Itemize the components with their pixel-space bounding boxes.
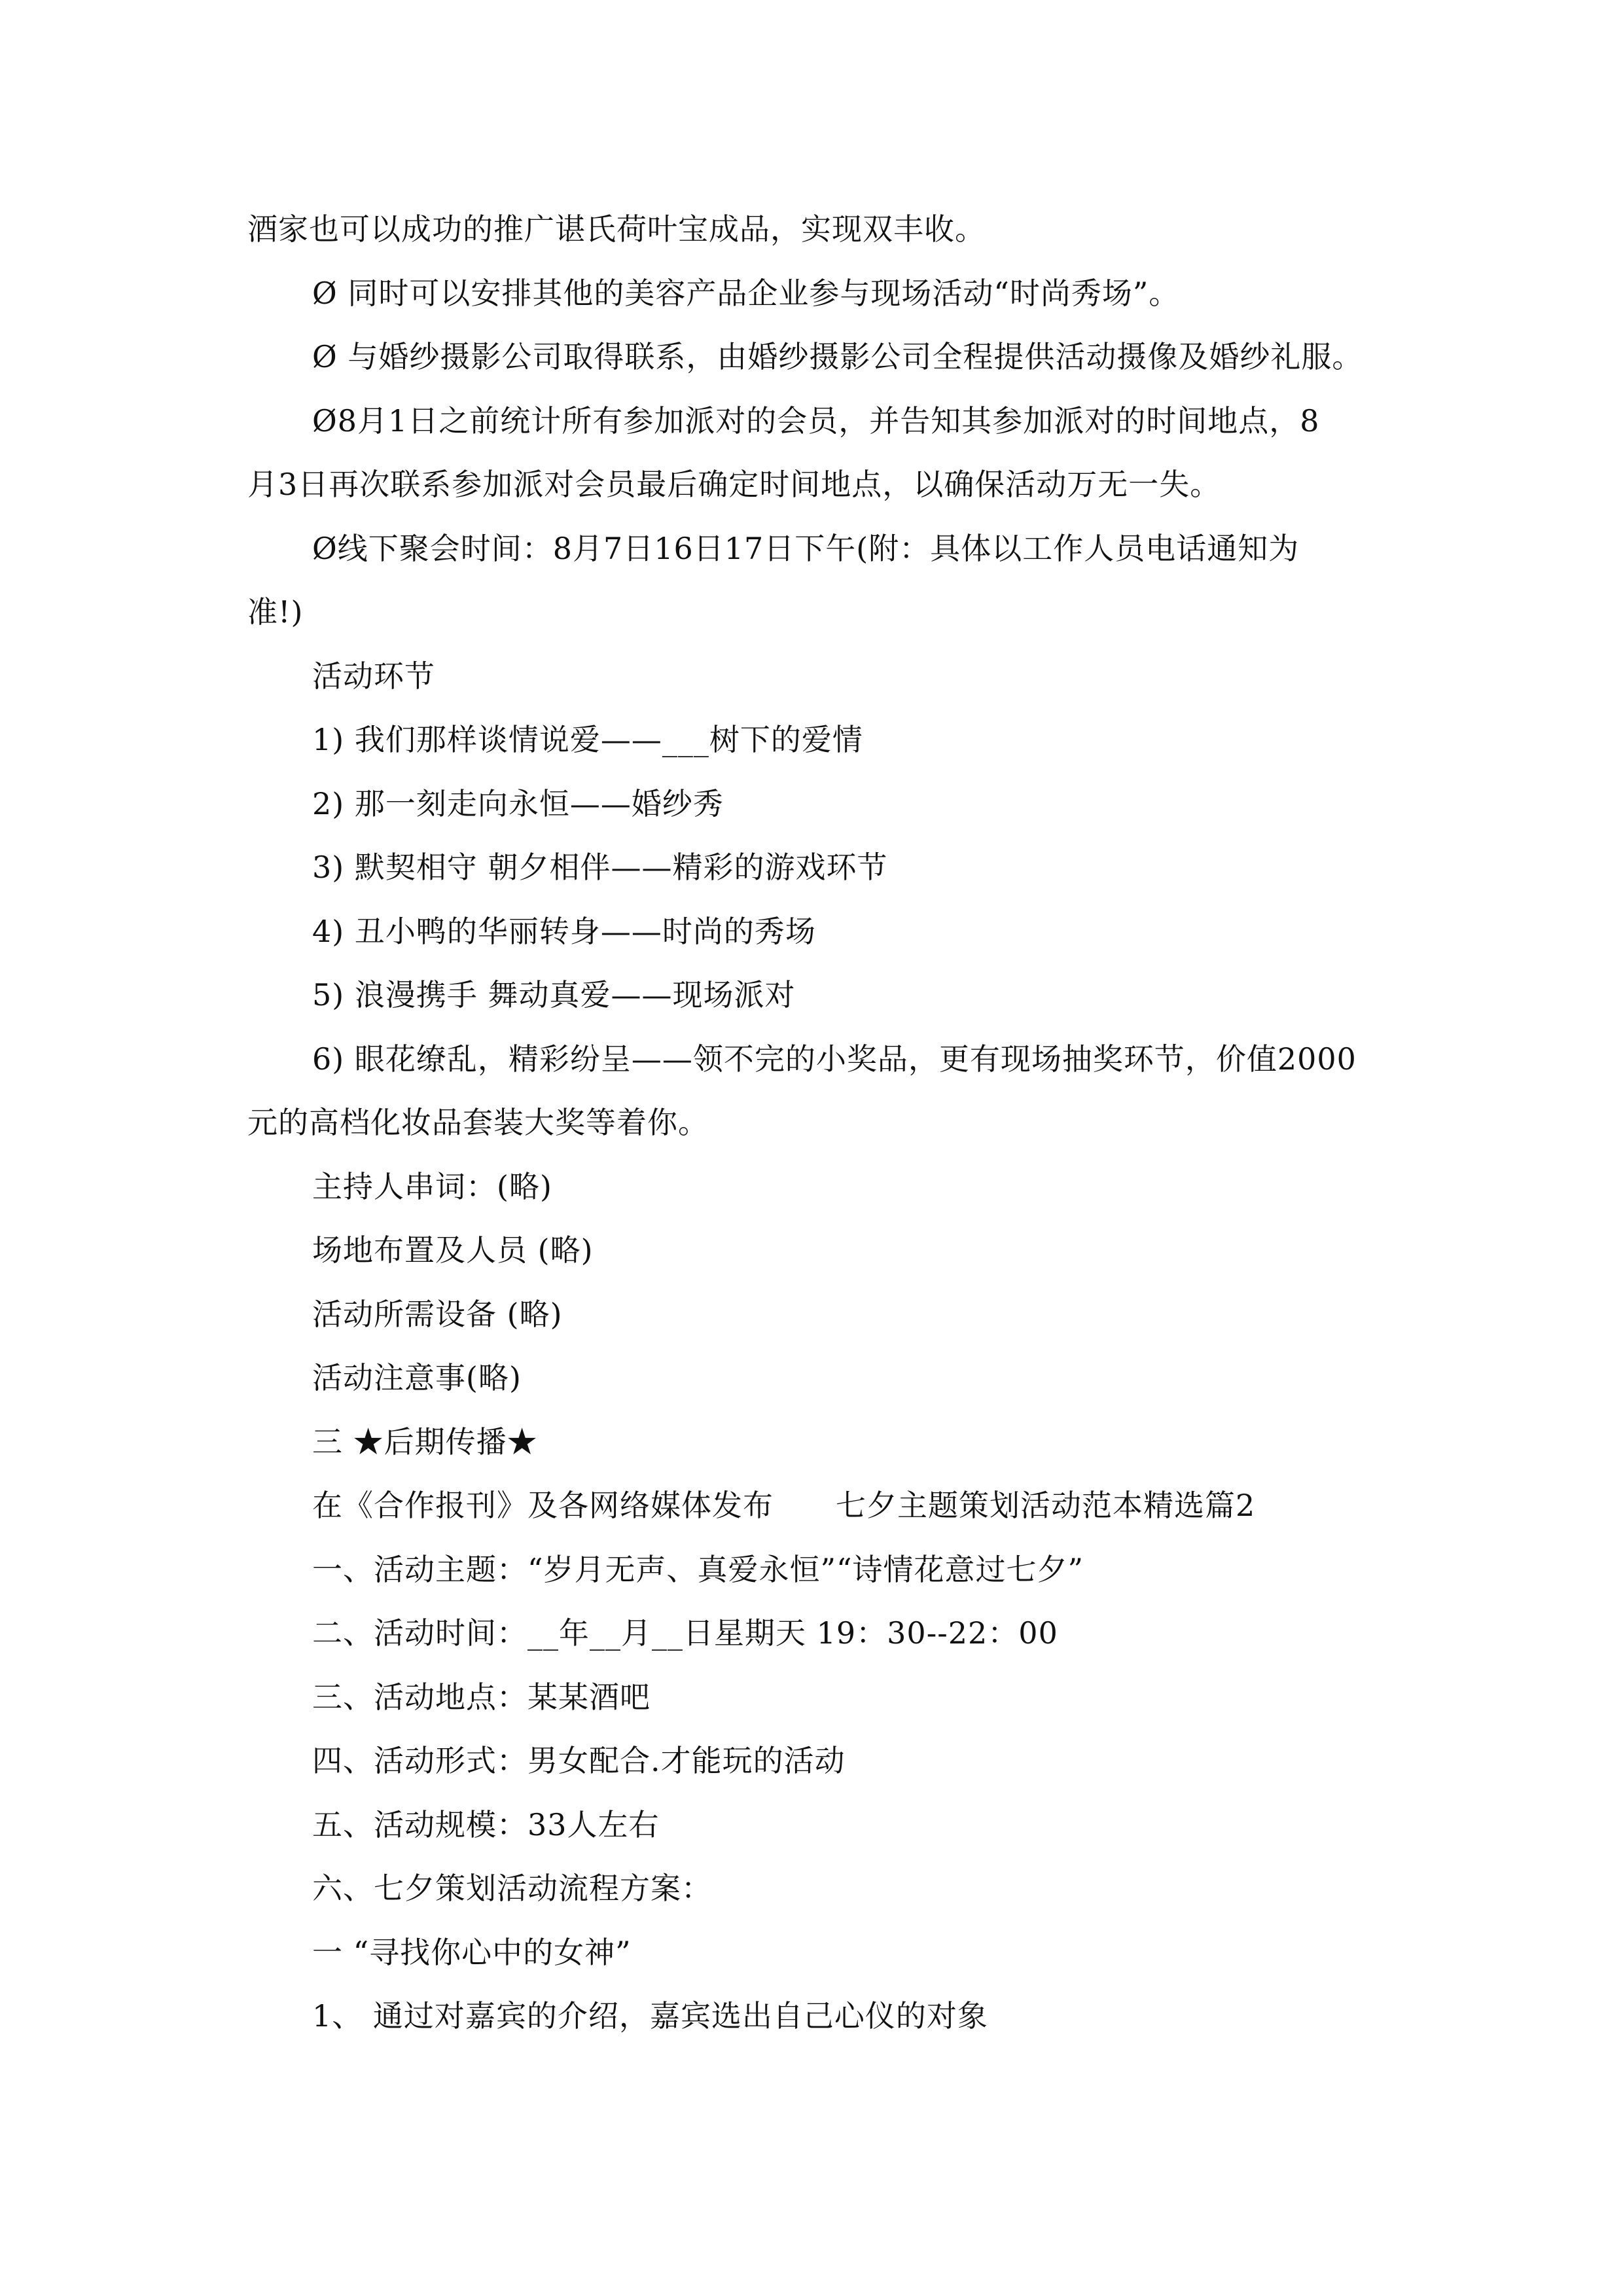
text-line: 六、七夕策划活动流程方案： [312,1871,712,1906]
text-line: 主持人串词：(略) [312,1169,552,1204]
list-item: 2) 那一刻走向永恒——婚纱秀 [312,786,724,821]
text-line: 一 “寻找你心中的女神” [312,1935,632,1970]
text-line: 三、活动地点：某某酒吧 [312,1679,651,1715]
list-item: 4) 丑小鸭的华丽转身——时尚的秀场 [312,914,816,949]
text-line: 月3日再次联系参加派对会员最后确定时间地点，以确保活动万无一失。 [247,467,1221,502]
text-line: 准!) [247,594,304,630]
section-heading: 活动环节 [312,658,435,694]
section-heading: 三 ★后期传播★ [312,1424,538,1460]
text-line [312,1486,1255,1525]
text-line: 酒家也可以成功的推广谌氏荷叶宝成品，实现双丰收。 [247,211,986,247]
text-line: Ø8月1日之前统计所有参加派对的会员，并告知其参加派对的时间地点，8 [312,403,1320,439]
text-line: 1、 通过对嘉宾的介绍，嘉宾选出自己心仪的对象 [312,1998,988,2034]
text-line: 四、活动形式：男女配合.才能玩的活动 [312,1743,846,1778]
text-line: 一、活动主题：“岁月无声、真爱永恒”“诗情花意过七夕” [312,1552,1084,1587]
text-line: Ø 同时可以安排其他的美容产品企业参与现场活动“时尚秀场”。 [312,276,1180,311]
text-line: 活动所需设备 (略) [312,1297,563,1332]
publish-note: 在《合作报刊》及各网络媒体发布 [312,1488,774,1523]
text-line: 场地布置及人员 (略) [312,1232,594,1268]
text-line: 二、活动时间：__年__月__日星期天 19：30--22：00 [312,1615,1058,1651]
list-item: 6) 眼花缭乱，精彩纷呈——领不完的小奖品，更有现场抽奖环节，价值2000 [312,1041,1357,1077]
list-item: 5) 浪漫携手 舞动真爱——现场派对 [312,977,796,1013]
text-line: Ø 与婚纱摄影公司取得联系，由婚纱摄影公司全程提供活动摄像及婚纱礼服。 [312,339,1363,374]
text-line: 活动注意事(略) [312,1360,522,1395]
text-line: 元的高档化妆品套装大奖等着你。 [247,1105,709,1140]
article-title: 七夕主题策划活动范本精选篇2 [836,1488,1256,1523]
list-item: 1) 我们那样谈情说爱——___树下的爱情 [312,722,863,757]
text-line: Ø线下聚会时间：8月7日16日17日下午(附：具体以工作人员电话通知为 [312,531,1300,566]
text-line: 五、活动规模：33人左右 [312,1807,660,1842]
list-item: 3) 默契相守 朝夕相伴——精彩的游戏环节 [312,850,888,885]
